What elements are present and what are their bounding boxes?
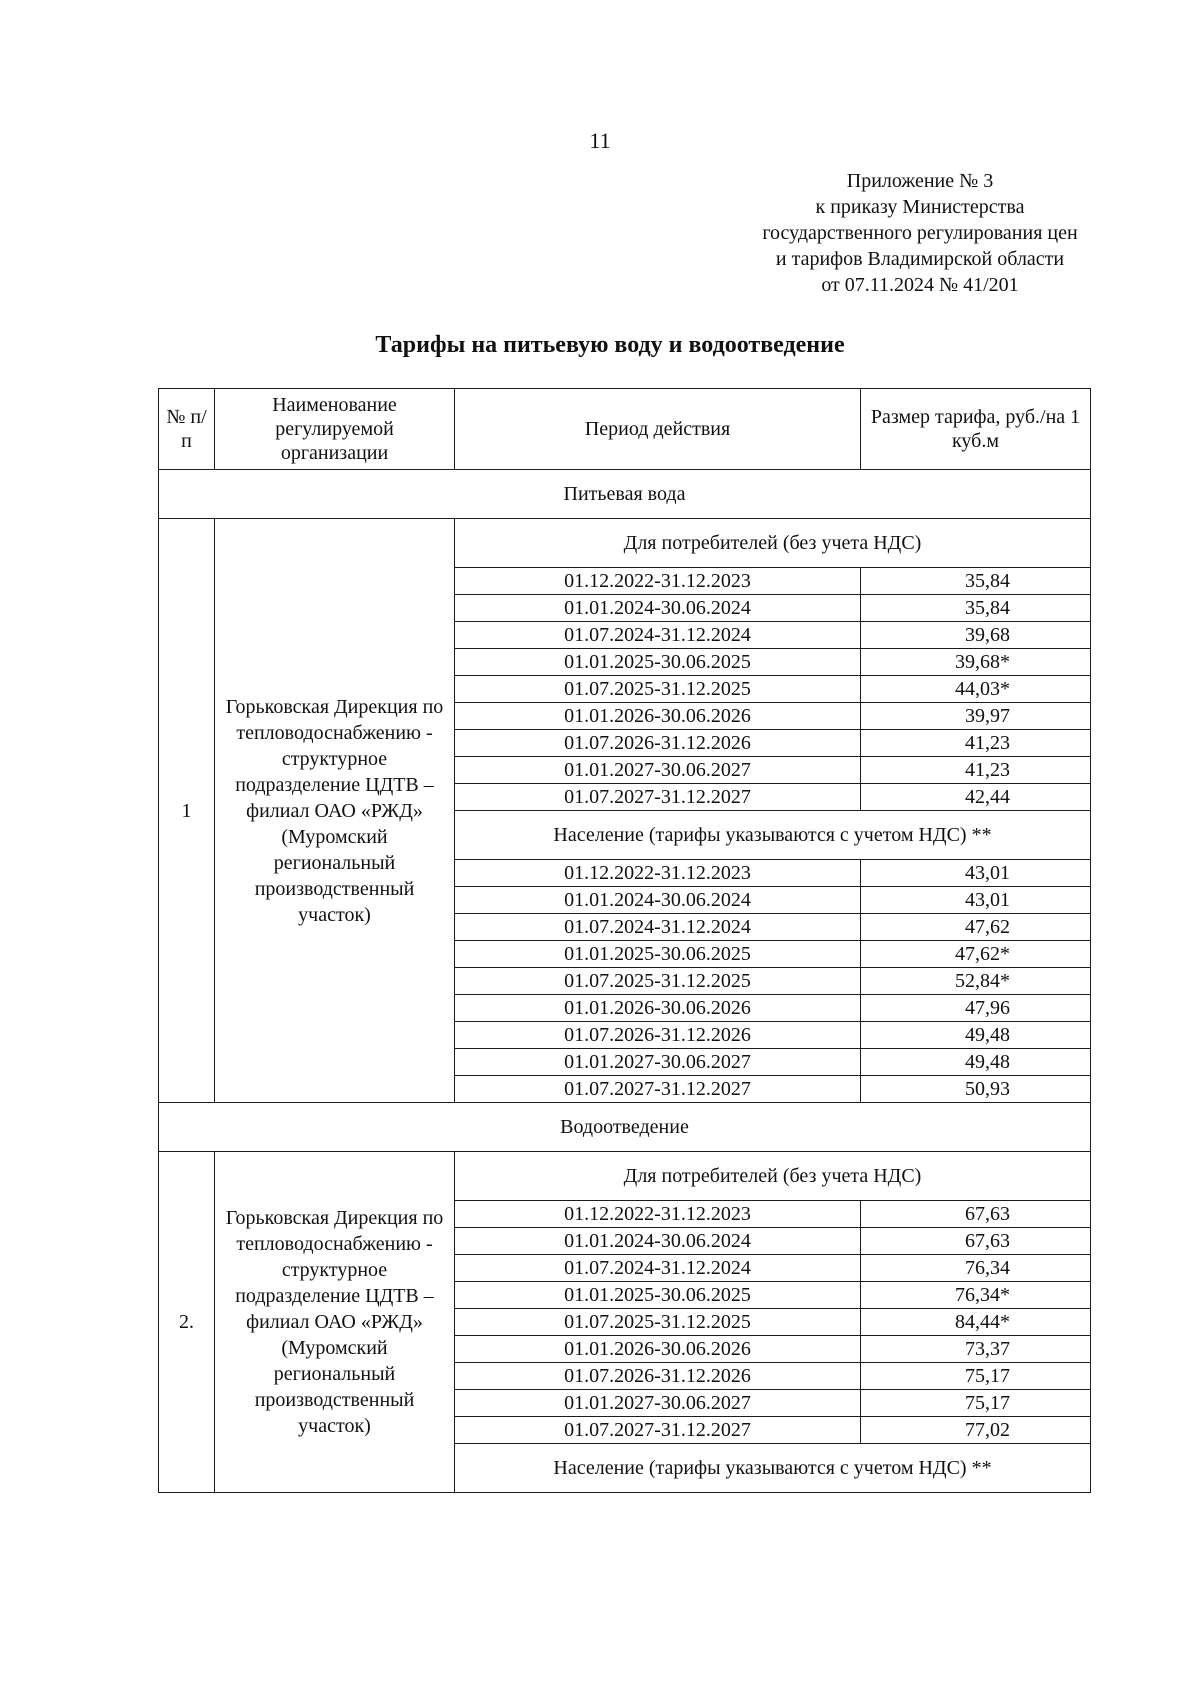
tariff-value-cell: 76,34* (861, 1282, 1091, 1309)
period-cell: 01.12.2022-31.12.2023 (455, 568, 861, 595)
tariff-value-cell: 73,37 (861, 1336, 1091, 1363)
period-cell: 01.07.2027-31.12.2027 (455, 1076, 861, 1103)
tariff-value-cell: 47,62 (861, 914, 1091, 941)
appendix-line: и тарифов Владимирской области (775, 248, 1065, 270)
period-cell: 01.07.2026-31.12.2026 (455, 730, 861, 757)
table-header-row (159, 389, 1091, 470)
tariff-value-cell: 67,63 (861, 1201, 1091, 1228)
tariff-value-cell: 49,48 (861, 1049, 1091, 1076)
period-cell: 01.07.2027-31.12.2027 (455, 784, 861, 811)
section-row (159, 1103, 1091, 1152)
tariff-value-cell: 35,84 (861, 568, 1091, 595)
period-cell: 01.01.2027-30.06.2027 (455, 1390, 861, 1417)
tariff-value-cell: 76,34 (861, 1255, 1091, 1282)
header-period: Период действия (455, 389, 861, 470)
tariff-value-cell: 75,17 (861, 1363, 1091, 1390)
period-cell: 01.01.2026-30.06.2026 (455, 703, 861, 730)
group-title: Население (тарифы указываются с учетом НДС) ** (455, 1444, 1091, 1493)
period-cell: 01.07.2026-31.12.2026 (455, 1022, 861, 1049)
tariff-table (158, 388, 1091, 1493)
tariff-value-cell: 43,01 (861, 887, 1091, 914)
period-cell: 01.07.2027-31.12.2027 (455, 1417, 861, 1444)
tariff-value-cell: 41,23 (861, 730, 1091, 757)
period-cell: 01.01.2025-30.06.2025 (455, 941, 861, 968)
tariff-value-cell: 75,17 (861, 1390, 1091, 1417)
section-title: Питьевая вода (159, 470, 1091, 519)
tariff-value-cell: 47,62* (861, 941, 1091, 968)
period-cell: 01.01.2025-30.06.2025 (455, 649, 861, 676)
header-num: № п/п (159, 389, 215, 470)
group-title: Население (тарифы указываются с учетом НДС) ** (455, 811, 1091, 860)
tariff-value-cell: 50,93 (861, 1076, 1091, 1103)
row-number: 2. (159, 1152, 215, 1493)
period-cell: 01.07.2025-31.12.2025 (455, 968, 861, 995)
tariff-table-body (159, 389, 1091, 1493)
period-cell: 01.07.2025-31.12.2025 (455, 1309, 861, 1336)
group-row (159, 1152, 1091, 1201)
tariff-value-cell: 47,96 (861, 995, 1091, 1022)
organization-name: Горьковская Дирекция по тепловодоснабжению - структурное подразделение ЦДТВ – филиал ОАО «РЖД» (Муромский региональный производственный участок) (215, 1152, 455, 1493)
document-title: Тарифы на питьевую воду и водоотведение (375, 332, 845, 358)
row-number: 1 (159, 519, 215, 1103)
tariff-value-cell: 52,84* (861, 968, 1091, 995)
group-title: Для потребителей (без учета НДС) (455, 1152, 1091, 1201)
tariff-value-cell: 84,44* (861, 1309, 1091, 1336)
period-cell: 01.07.2024-31.12.2024 (455, 1255, 861, 1282)
period-cell: 01.07.2024-31.12.2024 (455, 622, 861, 649)
appendix-line: государственного регулирования цен (762, 222, 1078, 244)
tariff-value-cell: 39,97 (861, 703, 1091, 730)
tariff-value-cell: 39,68 (861, 622, 1091, 649)
header-tariff: Размер тарифа, руб./на 1 куб.м (861, 389, 1091, 470)
group-title: Для потребителей (без учета НДС) (455, 519, 1091, 568)
appendix-block (730, 168, 1110, 298)
period-cell: 01.12.2022-31.12.2023 (455, 860, 861, 887)
section-row (159, 470, 1091, 519)
tariff-value-cell: 35,84 (861, 595, 1091, 622)
tariff-value-cell: 39,68* (861, 649, 1091, 676)
organization-name: Горьковская Дирекция по тепловодоснабжению - структурное подразделение ЦДТВ – филиал ОАО «РЖД» (Муромский региональный производственный участок) (215, 519, 455, 1103)
group-row (159, 519, 1091, 568)
tariff-value-cell: 49,48 (861, 1022, 1091, 1049)
period-cell: 01.01.2025-30.06.2025 (455, 1282, 861, 1309)
tariff-value-cell: 43,01 (861, 860, 1091, 887)
tariff-value-cell: 41,23 (861, 757, 1091, 784)
tariff-value-cell: 67,63 (861, 1228, 1091, 1255)
period-cell: 01.01.2027-30.06.2027 (455, 757, 861, 784)
appendix-line: Приложение № 3 (846, 170, 994, 192)
tariff-value-cell: 77,02 (861, 1417, 1091, 1444)
appendix-line: от 07.11.2024 № 41/201 (821, 274, 1019, 296)
appendix-line: к приказу Министерства (815, 196, 1025, 218)
page-number: 11 (589, 128, 611, 153)
period-cell: 01.01.2026-30.06.2026 (455, 1336, 861, 1363)
period-cell: 01.07.2025-31.12.2025 (455, 676, 861, 703)
period-cell: 01.07.2026-31.12.2026 (455, 1363, 861, 1390)
header-org: Наименование регулируемой организации (215, 389, 455, 470)
period-cell: 01.01.2024-30.06.2024 (455, 595, 861, 622)
period-cell: 01.01.2027-30.06.2027 (455, 1049, 861, 1076)
period-cell: 01.01.2024-30.06.2024 (455, 1228, 861, 1255)
tariff-value-cell: 44,03* (861, 676, 1091, 703)
period-cell: 01.01.2024-30.06.2024 (455, 887, 861, 914)
tariff-value-cell: 42,44 (861, 784, 1091, 811)
period-cell: 01.01.2026-30.06.2026 (455, 995, 861, 1022)
period-cell: 01.07.2024-31.12.2024 (455, 914, 861, 941)
section-title: Водоотведение (159, 1103, 1091, 1152)
period-cell: 01.12.2022-31.12.2023 (455, 1201, 861, 1228)
